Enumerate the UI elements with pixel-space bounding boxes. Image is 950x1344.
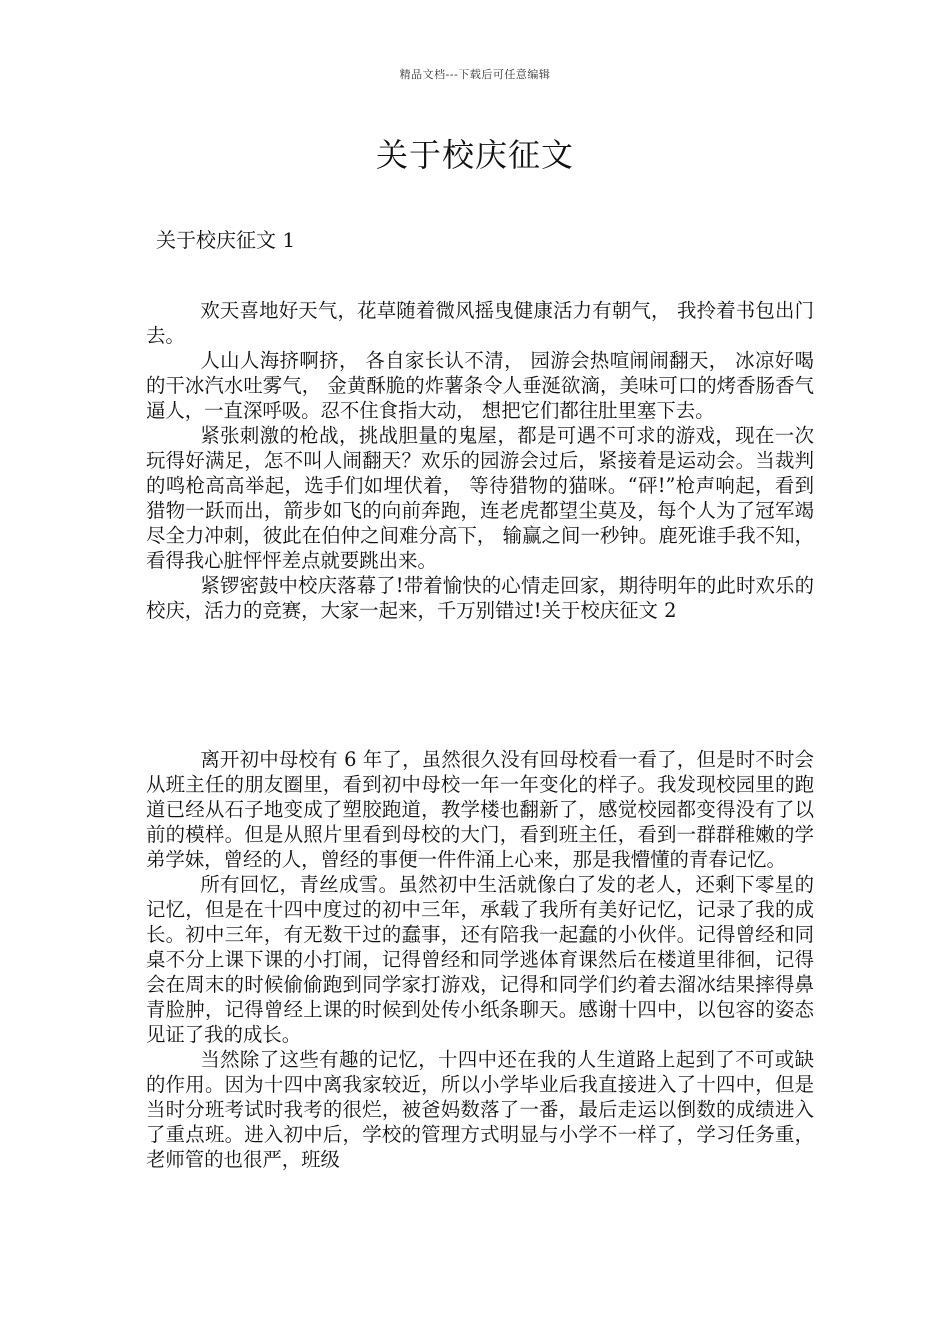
paragraph: 离开初中母校有 6 年了，虽然很久没有回母校看一看了，但是时不时会从班主任的朋友圈里，看到初中母校一年一年变化的样子。我发现校园里的跑道已经从石子地变成了塑胶跑道，教学楼也翻新了，感觉校园都变得没有了以前的模样。但是从照片里看到母校的大门，看到班主任，看到一群群稚嫩的学弟学妹，曾经的人，曾经的事便一件件涌上心来，那是我懵懂的青春记忆。	[146, 748, 814, 871]
header-note: 精品文档---下载后可任意编辑	[399, 68, 551, 81]
essay-2-body	[146, 747, 814, 1227]
essay-1-body	[146, 298, 814, 623]
paragraph: 欢天喜地好天气，花草随着微风摇曳健康活力有朝气， 我拎着书包出门去。	[146, 299, 814, 347]
section-subtitle: 关于校庆征文 1	[156, 228, 296, 252]
document-title: 关于校庆征文	[375, 136, 574, 174]
paragraph: 人山人海挤啊挤， 各自家长认不清， 园游会热喧闹闹翻天， 冰凉好喝的干冰汽水吐雾气， 金黄酥脆的炸薯条令人垂涎欲滴，美味可口的烤香肠香气逼人，一直深呼吸。忍不住食指大动， 想把它们都往肚里塞下去。	[146, 349, 814, 422]
paragraph: 紧张刺激的枪战，挑战胆量的鬼屋，都是可遇不可求的游戏，现在一次玩得好满足，怎不叫人闹翻天？欢乐的园游会过后，紧接着是运动会。当裁判的鸣枪高高举起，选手们如埋伏着， 等待猎物的猫咪。“砰!”枪声响起，看到猎物一跃而出，箭步如飞的向前奔跑，连老虎都望尘莫及，每个人为了冠军竭尽全力冲刺，彼此在伯仲之间难分高下， 输赢之间一秒钟。鹿死谁手我不知，看得我心脏怦怦差点就要跳出来。	[146, 424, 814, 572]
paragraph: 紧锣密鼓中校庆落幕了!带着愉快的心情走回家，期待明年的此时欢乐的校庆，活力的竞赛，大家一起来，千万别错过!关于校庆征文 2	[146, 574, 814, 622]
paragraph: 当然除了这些有趣的记忆，十四中还在我的人生道路上起到了不可或缺的作用。因为十四中离我家较近，所以小学毕业后我直接进入了十四中，但是当时分班考试时我考的很烂，被爸妈数落了一番，最后走运以倒数的成绩进入了重点班。进入初中后，学校的管理方式明显与小学不一样了，学习任务重，老师管的也很严，班级	[146, 1048, 814, 1171]
paragraph: 所有回忆，青丝成雪。虽然初中生活就像白了发的老人，还剩下零星的记忆，但是在十四中度过的初中三年，承载了我所有美好记忆，记录了我的成长。初中三年，有无数干过的蠢事，还有陪我一起蠢的小伙伴。记得曾经和同桌不分上课下课的小打闹，记得曾经和同学逃体育课然后在楼道里徘徊，记得会在周末的时候偷偷跑到同学家打游戏，记得和同学们约着去溜冰结果摔得鼻青脸肿，记得曾经上课的时候到处传小纸条聊天。感谢十四中，以包容的姿态见证了我的成长。	[146, 873, 814, 1046]
